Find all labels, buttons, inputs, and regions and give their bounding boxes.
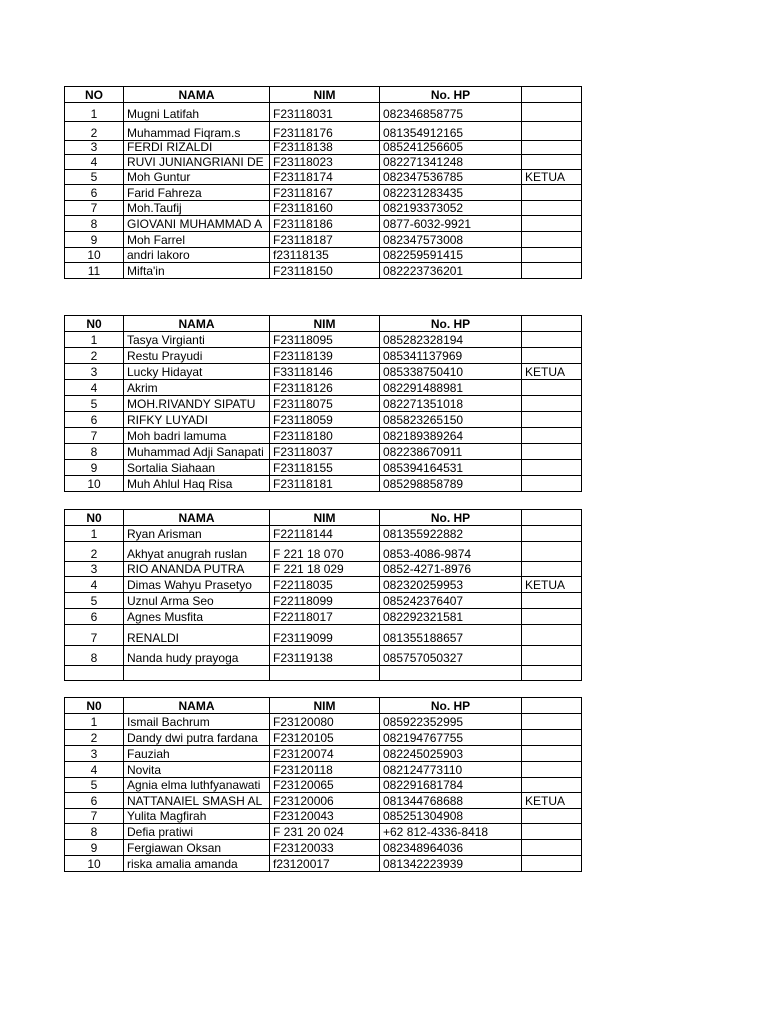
no-cell: 5 (65, 593, 124, 609)
nim-cell: F23118037 (270, 444, 380, 460)
hp-cell: 082347573008 (380, 232, 522, 248)
column-header: NAMA (124, 698, 270, 714)
hp-cell: 085298858789 (380, 476, 522, 492)
table-row (65, 542, 582, 562)
table-row (65, 746, 582, 762)
no-cell: 6 (65, 412, 124, 428)
nama-cell: Ryan Arisman (124, 526, 270, 542)
nama-cell: Sortalia Siahaan (124, 460, 270, 476)
nim-cell (270, 666, 380, 681)
ket-cell (522, 476, 582, 492)
table-row (65, 122, 582, 141)
table-row (65, 412, 582, 428)
hp-cell: 082348964036 (380, 840, 522, 856)
table-row (65, 856, 582, 872)
table-row (65, 332, 582, 348)
hp-cell: 085922352995 (380, 714, 522, 730)
no-cell: 6 (65, 185, 124, 201)
nim-cell: F23120033 (270, 840, 380, 856)
nama-cell: Novita (124, 762, 270, 778)
no-cell: 3 (65, 141, 124, 155)
nim-cell: F23118174 (270, 170, 380, 185)
nama-cell: NATTANAIEL SMASH AL (124, 793, 270, 809)
hp-cell: 082271351018 (380, 396, 522, 412)
ket-cell: KETUA (522, 364, 582, 380)
ket-cell (522, 646, 582, 666)
column-header: NAMA (124, 510, 270, 526)
table-row (65, 666, 582, 681)
table-row (65, 809, 582, 824)
table-row (65, 593, 582, 609)
nama-cell: GIOVANI MUHAMMAD A (124, 216, 270, 232)
hp-cell: 082259591415 (380, 248, 522, 263)
hp-cell: 081344768688 (380, 793, 522, 809)
header-row (65, 510, 582, 526)
ket-cell (522, 809, 582, 824)
nama-cell: Lucky Hidayat (124, 364, 270, 380)
no-cell: 10 (65, 476, 124, 492)
hp-cell: 085251304908 (380, 809, 522, 824)
no-cell: 1 (65, 714, 124, 730)
nim-cell: F23118075 (270, 396, 380, 412)
no-cell: 2 (65, 542, 124, 562)
hp-cell: 0877-6032-9921 (380, 216, 522, 232)
no-cell: 3 (65, 364, 124, 380)
header-row (65, 316, 582, 332)
ket-cell (522, 122, 582, 141)
no-cell: 5 (65, 778, 124, 793)
table-row (65, 646, 582, 666)
no-cell: 9 (65, 460, 124, 476)
nim-cell: F23118138 (270, 141, 380, 155)
table-row (65, 170, 582, 185)
hp-cell: 082194767755 (380, 730, 522, 746)
nim-cell: F23118155 (270, 460, 380, 476)
hp-cell: 082189389264 (380, 428, 522, 444)
nim-cell: F23118180 (270, 428, 380, 444)
table-row (65, 840, 582, 856)
table-row (65, 778, 582, 793)
ket-cell (522, 216, 582, 232)
nim-cell: F23120043 (270, 809, 380, 824)
hp-cell: 085338750410 (380, 364, 522, 380)
nama-cell: Dandy dwi putra fardana (124, 730, 270, 746)
table-row (65, 577, 582, 593)
table-row (65, 460, 582, 476)
nim-cell: F23118126 (270, 380, 380, 396)
nama-cell: riska amalia amanda (124, 856, 270, 872)
nim-cell: F 231 20 024 (270, 824, 380, 840)
hp-cell: +62 812-4336-8418 (380, 824, 522, 840)
table-row (65, 562, 582, 577)
column-header: No. HP (380, 698, 522, 714)
nim-cell: F23118167 (270, 185, 380, 201)
group-table-2 (64, 315, 582, 492)
no-cell: 7 (65, 201, 124, 216)
ket-cell (522, 609, 582, 625)
hp-cell: 082291681784 (380, 778, 522, 793)
ket-cell (522, 593, 582, 609)
hp-cell: 082124773110 (380, 762, 522, 778)
nim-cell: F23120105 (270, 730, 380, 746)
nim-cell: F23120118 (270, 762, 380, 778)
hp-cell: 082245025903 (380, 746, 522, 762)
ket-cell (522, 666, 582, 681)
ket-cell (522, 380, 582, 396)
nama-cell: Ismail Bachrum (124, 714, 270, 730)
nim-cell: f23120017 (270, 856, 380, 872)
hp-cell: 082347536785 (380, 170, 522, 185)
group-table-1 (64, 86, 582, 279)
column-header: No. HP (380, 316, 522, 332)
no-cell: 3 (65, 562, 124, 577)
ket-cell (522, 625, 582, 646)
no-cell: 1 (65, 332, 124, 348)
nim-cell: F23118150 (270, 263, 380, 279)
ket-cell (522, 714, 582, 730)
table-row (65, 526, 582, 542)
nama-cell: Mifta'in (124, 263, 270, 279)
column-header: N0 (65, 698, 124, 714)
hp-cell: 081342223939 (380, 856, 522, 872)
nama-cell (124, 666, 270, 681)
table-row (65, 141, 582, 155)
table-row (65, 428, 582, 444)
nama-cell: Akhyat anugrah ruslan (124, 542, 270, 562)
no-cell: 4 (65, 155, 124, 170)
hp-cell: 081355922882 (380, 526, 522, 542)
ket-cell (522, 155, 582, 170)
group-table-4 (64, 697, 582, 872)
table-row (65, 714, 582, 730)
nim-cell: F23118095 (270, 332, 380, 348)
no-cell: 8 (65, 824, 124, 840)
ket-cell (522, 201, 582, 216)
hp-cell (380, 666, 522, 681)
no-cell: 10 (65, 856, 124, 872)
nama-cell: RUVI JUNIANGRIANI DE (124, 155, 270, 170)
ket-cell (522, 248, 582, 263)
nama-cell: RENALDI (124, 625, 270, 646)
column-header: NAMA (124, 87, 270, 103)
hp-cell: 085394164531 (380, 460, 522, 476)
nim-cell: F22118099 (270, 593, 380, 609)
nim-cell: f23118135 (270, 248, 380, 263)
no-cell: 2 (65, 730, 124, 746)
nim-cell: F33118146 (270, 364, 380, 380)
nim-cell: F23118139 (270, 348, 380, 364)
nama-cell: MOH.RIVANDY SIPATU (124, 396, 270, 412)
ket-cell (522, 824, 582, 840)
nim-cell: F23118181 (270, 476, 380, 492)
ket-cell (522, 562, 582, 577)
column-header (522, 316, 582, 332)
no-cell: 7 (65, 625, 124, 646)
ket-cell (522, 412, 582, 428)
no-cell: 8 (65, 646, 124, 666)
nim-cell: F23119099 (270, 625, 380, 646)
nama-cell: Agnes Musfita (124, 609, 270, 625)
hp-cell: 085282328194 (380, 332, 522, 348)
ket-cell (522, 348, 582, 364)
nim-cell: F23120074 (270, 746, 380, 762)
no-cell: 3 (65, 746, 124, 762)
no-cell: 2 (65, 348, 124, 364)
column-header: NO (65, 87, 124, 103)
hp-cell: 085823265150 (380, 412, 522, 428)
column-header: NIM (270, 87, 380, 103)
nim-cell: F22118017 (270, 609, 380, 625)
hp-cell: 081355188657 (380, 625, 522, 646)
column-header (522, 87, 582, 103)
nama-cell: Uznul Arma Seo (124, 593, 270, 609)
table-row (65, 730, 582, 746)
no-cell: 5 (65, 396, 124, 412)
nama-cell: Akrim (124, 380, 270, 396)
ket-cell: KETUA (522, 577, 582, 593)
ket-cell (522, 778, 582, 793)
nama-cell: Restu Prayudi (124, 348, 270, 364)
table-row (65, 625, 582, 646)
column-header: No. HP (380, 510, 522, 526)
table-row (65, 476, 582, 492)
nim-cell: F23119138 (270, 646, 380, 666)
nama-cell: RIFKY LUYADI (124, 412, 270, 428)
nama-cell: Fergiawan Oksan (124, 840, 270, 856)
ket-cell (522, 263, 582, 279)
hp-cell: 082238670911 (380, 444, 522, 460)
nama-cell: Nanda hudy prayoga (124, 646, 270, 666)
ket-cell (522, 856, 582, 872)
hp-cell: 085341137969 (380, 348, 522, 364)
ket-cell (522, 428, 582, 444)
hp-cell: 082346858775 (380, 103, 522, 122)
nim-cell: F23118186 (270, 216, 380, 232)
nama-cell: Muh Ahlul Haq Risa (124, 476, 270, 492)
nama-cell: Moh Guntur (124, 170, 270, 185)
table-row (65, 364, 582, 380)
hp-cell: 0853-4086-9874 (380, 542, 522, 562)
hp-cell: 081354912165 (380, 122, 522, 141)
group-table-3 (64, 509, 582, 681)
hp-cell: 082271341248 (380, 155, 522, 170)
no-cell: 8 (65, 444, 124, 460)
no-cell: 5 (65, 170, 124, 185)
nim-cell: F23120006 (270, 793, 380, 809)
ket-cell (522, 141, 582, 155)
ket-cell (522, 332, 582, 348)
nim-cell: F23118176 (270, 122, 380, 141)
no-cell: 4 (65, 762, 124, 778)
nama-cell: Moh badri lamuma (124, 428, 270, 444)
nama-cell: Agnia elma luthfyanawati (124, 778, 270, 793)
nim-cell: F23118059 (270, 412, 380, 428)
no-cell: 1 (65, 526, 124, 542)
hp-cell: 085757050327 (380, 646, 522, 666)
nama-cell: Farid Fahreza (124, 185, 270, 201)
table-row (65, 232, 582, 248)
nim-cell: F22118144 (270, 526, 380, 542)
no-cell: 11 (65, 263, 124, 279)
table-row (65, 348, 582, 364)
no-cell: 8 (65, 216, 124, 232)
table-row (65, 793, 582, 809)
nama-cell: andri lakoro (124, 248, 270, 263)
no-cell: 6 (65, 609, 124, 625)
no-cell (65, 666, 124, 681)
hp-cell: 082231283435 (380, 185, 522, 201)
nim-cell: F23118160 (270, 201, 380, 216)
nama-cell: Tasya Virgianti (124, 332, 270, 348)
nim-cell: F22118035 (270, 577, 380, 593)
ket-cell (522, 840, 582, 856)
nama-cell: Mugni Latifah (124, 103, 270, 122)
hp-cell: 0852-4271-8976 (380, 562, 522, 577)
nama-cell: Moh.Taufij (124, 201, 270, 216)
ket-cell (522, 444, 582, 460)
no-cell: 7 (65, 428, 124, 444)
hp-cell: 082292321581 (380, 609, 522, 625)
column-header: NAMA (124, 316, 270, 332)
ket-cell (522, 746, 582, 762)
table-row (65, 185, 582, 201)
no-cell: 9 (65, 840, 124, 856)
hp-cell: 082223736201 (380, 263, 522, 279)
nim-cell: F 221 18 070 (270, 542, 380, 562)
hp-cell: 082291488981 (380, 380, 522, 396)
column-header (522, 510, 582, 526)
ket-cell (522, 396, 582, 412)
nim-cell: F23120065 (270, 778, 380, 793)
ket-cell (522, 730, 582, 746)
table-row (65, 103, 582, 122)
nama-cell: Moh Farrel (124, 232, 270, 248)
nama-cell: Muhammad Adji Sanapati (124, 444, 270, 460)
column-header: NIM (270, 510, 380, 526)
no-cell: 4 (65, 380, 124, 396)
nim-cell: F23118187 (270, 232, 380, 248)
no-cell: 1 (65, 103, 124, 122)
ket-cell (522, 460, 582, 476)
ket-cell (522, 232, 582, 248)
ket-cell (522, 185, 582, 201)
hp-cell: 085241256605 (380, 141, 522, 155)
column-header: N0 (65, 316, 124, 332)
table-row (65, 609, 582, 625)
nama-cell: Fauziah (124, 746, 270, 762)
header-row (65, 698, 582, 714)
nim-cell: F23118031 (270, 103, 380, 122)
nim-cell: F23118023 (270, 155, 380, 170)
table-row (65, 155, 582, 170)
table-row (65, 444, 582, 460)
column-header (522, 698, 582, 714)
header-row (65, 87, 582, 103)
ket-cell (522, 762, 582, 778)
hp-cell: 082193373052 (380, 201, 522, 216)
nama-cell: RIO ANANDA PUTRA (124, 562, 270, 577)
no-cell: 9 (65, 232, 124, 248)
nim-cell: F 221 18 029 (270, 562, 380, 577)
table-row (65, 762, 582, 778)
no-cell: 2 (65, 122, 124, 141)
nama-cell: Dimas Wahyu Prasetyo (124, 577, 270, 593)
hp-cell: 085242376407 (380, 593, 522, 609)
ket-cell: KETUA (522, 793, 582, 809)
table-row (65, 380, 582, 396)
nama-cell: Defia pratiwi (124, 824, 270, 840)
ket-cell (522, 542, 582, 562)
nim-cell: F23120080 (270, 714, 380, 730)
ket-cell (522, 103, 582, 122)
no-cell: 4 (65, 577, 124, 593)
table-row (65, 248, 582, 263)
table-row (65, 396, 582, 412)
no-cell: 10 (65, 248, 124, 263)
table-row (65, 201, 582, 216)
nama-cell: FERDI RIZALDI (124, 141, 270, 155)
column-header: NIM (270, 316, 380, 332)
ket-cell: KETUA (522, 170, 582, 185)
ket-cell (522, 526, 582, 542)
table-row (65, 824, 582, 840)
column-header: N0 (65, 510, 124, 526)
column-header: NIM (270, 698, 380, 714)
no-cell: 6 (65, 793, 124, 809)
column-header: No. HP (380, 87, 522, 103)
no-cell: 7 (65, 809, 124, 824)
hp-cell: 082320259953 (380, 577, 522, 593)
nama-cell: Yulita Magfirah (124, 809, 270, 824)
nama-cell: Muhammad Fiqram.s (124, 122, 270, 141)
table-row (65, 216, 582, 232)
table-row (65, 263, 582, 279)
